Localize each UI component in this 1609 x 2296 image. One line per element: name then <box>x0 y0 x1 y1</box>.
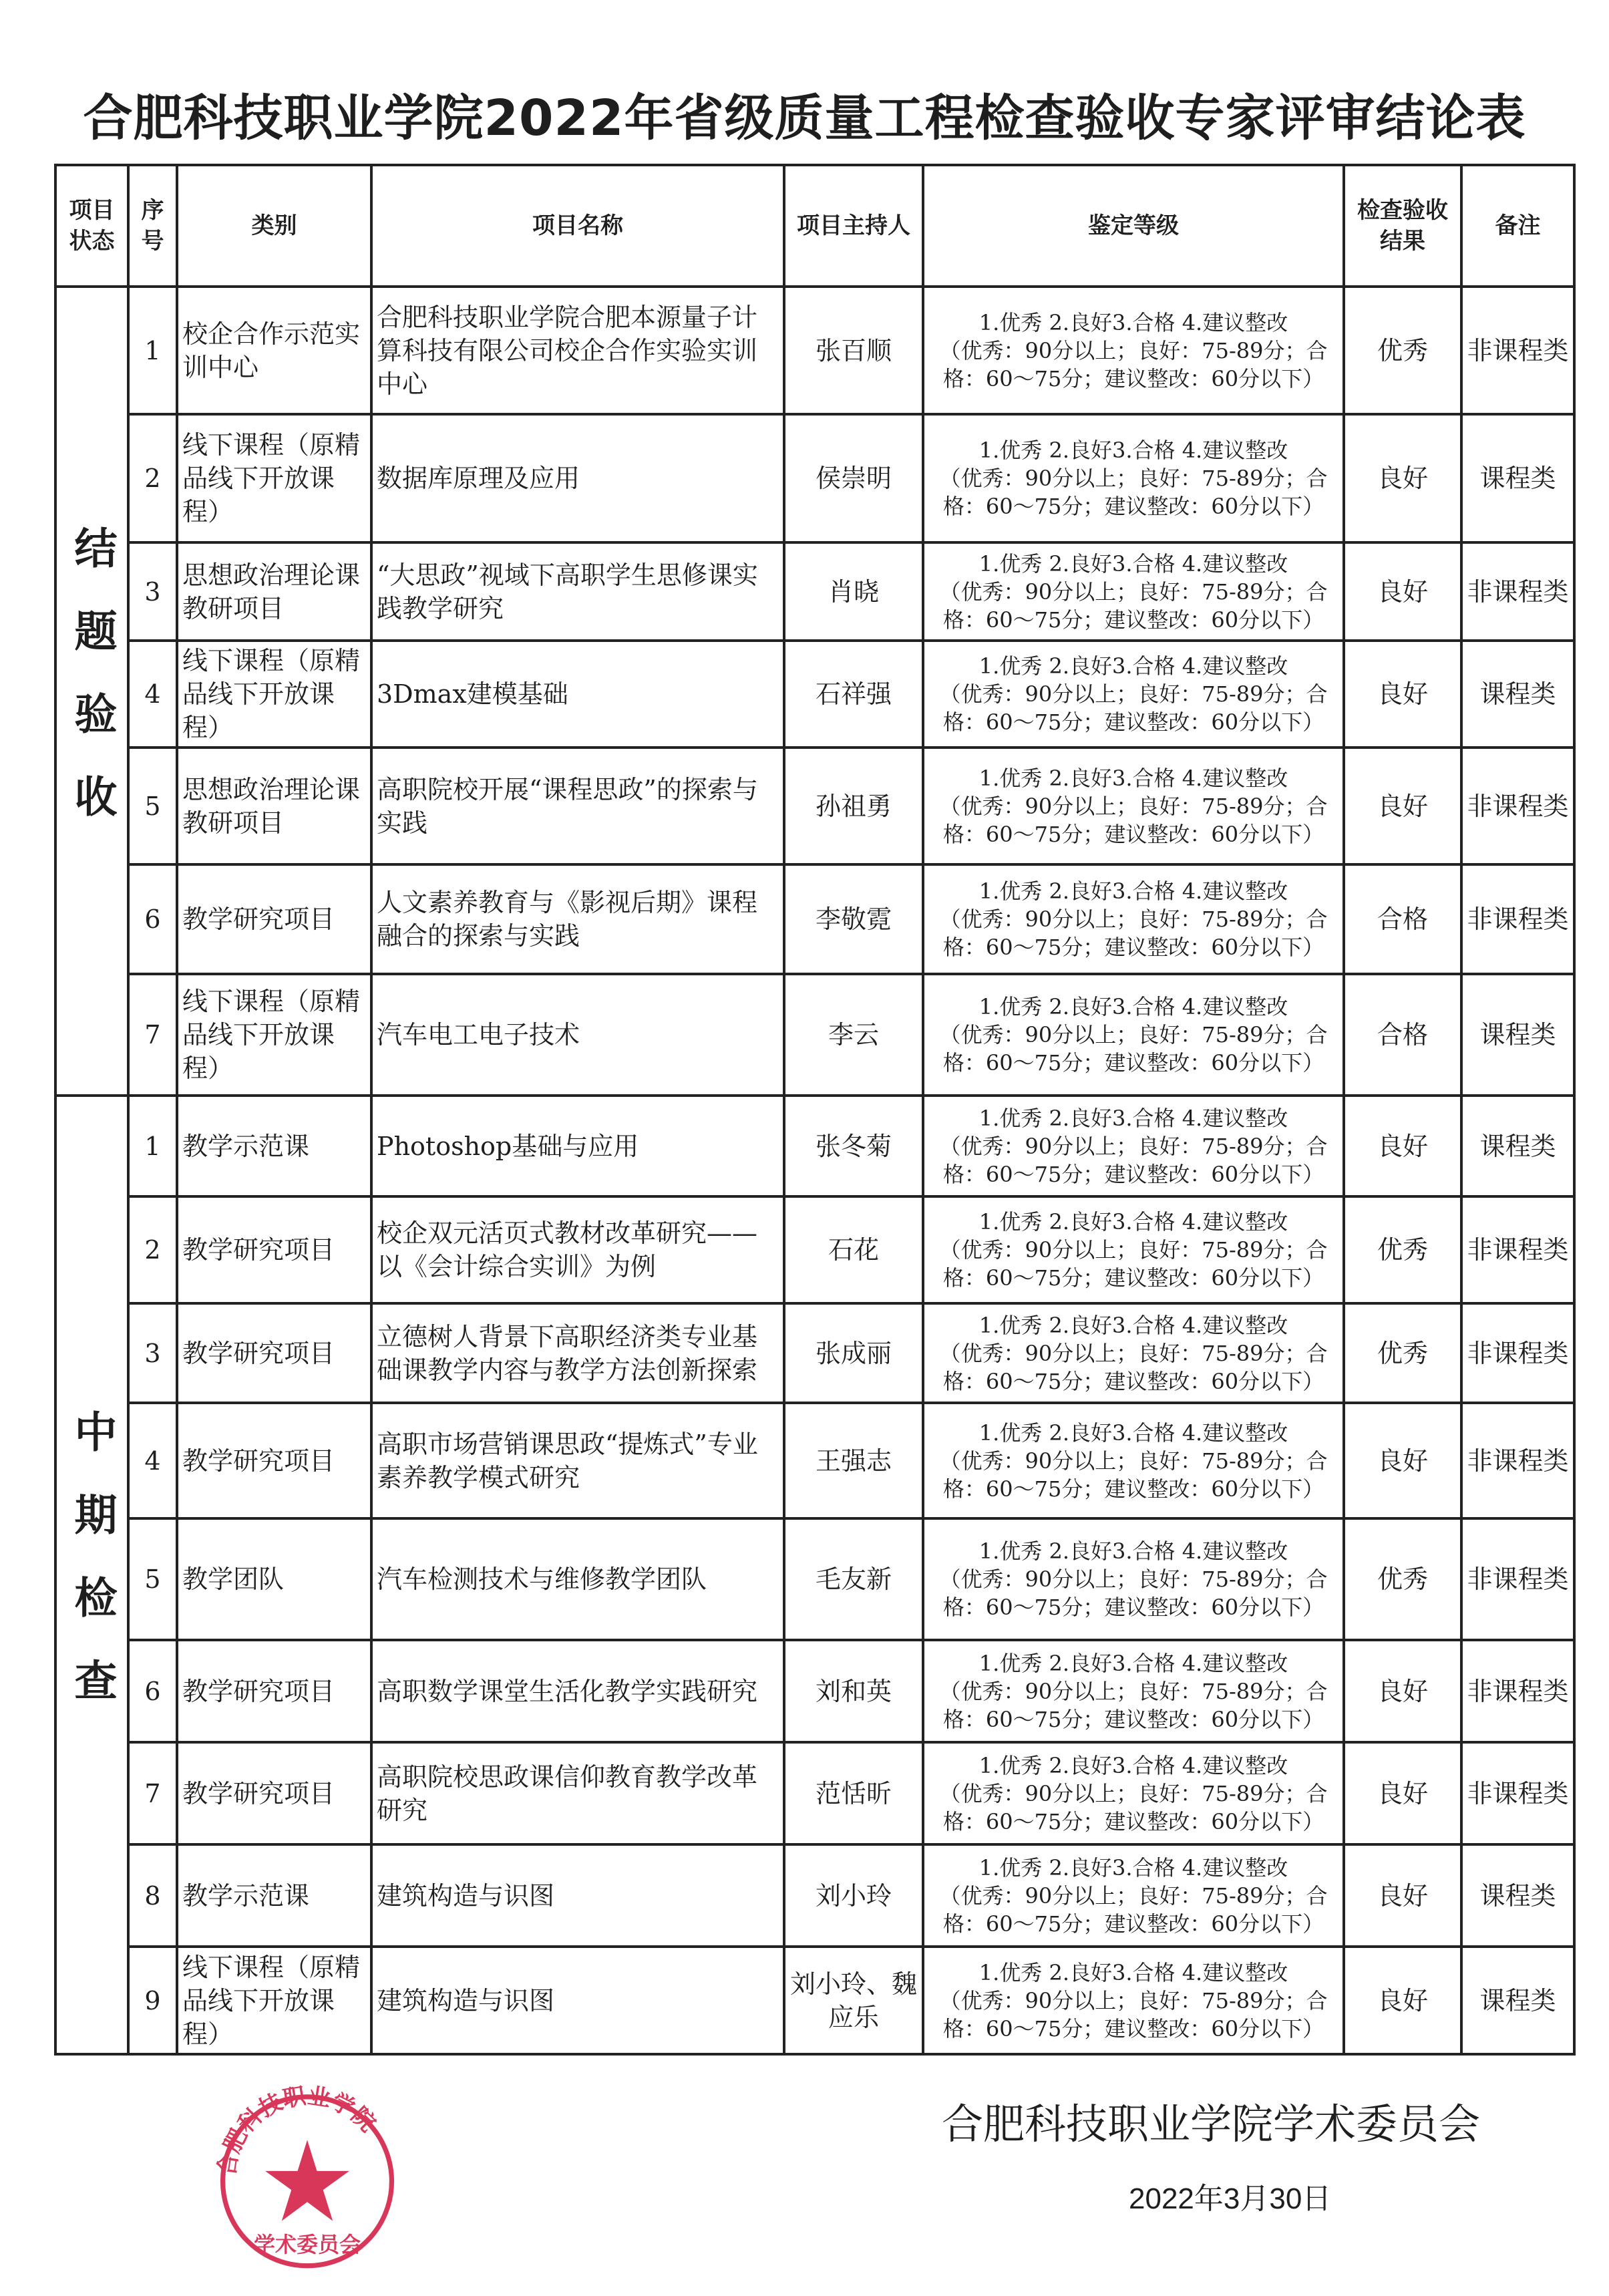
header-status: 项目状态 <box>55 165 128 287</box>
row-no: 5 <box>128 1518 177 1640</box>
grade-scale-line: （优秀：90分以上；良好：75-89分；合 <box>939 1882 1328 1909</box>
row-category: 教学示范课 <box>177 1096 371 1196</box>
grade-scale-line: （优秀：90分以上；良好：75-89分；合 <box>939 579 1328 605</box>
grade-scale-line: 1.优秀 2.良好3.合格 4.建议整改 <box>978 1538 1288 1564</box>
row-note: 课程类 <box>1461 1844 1574 1947</box>
row-project-name: 人文素养教育与《影视后期》课程融合的探索与实践 <box>371 864 784 974</box>
row-grade-scale <box>923 542 1344 641</box>
row-no: 4 <box>128 1403 177 1518</box>
row-project-name: “大思政”视域下高职学生思修课实践教学研究 <box>371 542 784 641</box>
grade-scale-line: 1.优秀 2.良好3.合格 4.建议整改 <box>978 309 1288 335</box>
grade-scale-line: 1.优秀 2.良好3.合格 4.建议整改 <box>978 653 1288 679</box>
row-grade-scale <box>923 974 1344 1096</box>
row-result: 良好 <box>1344 748 1461 864</box>
grade-scale-line: 格：60～75分；建议整改：60分以下） <box>942 821 1324 847</box>
header-category: 类别 <box>177 165 371 287</box>
row-host: 刘小玲、魏应乐 <box>784 1947 923 2054</box>
committee-signature: 合肥科技职业学院学术委员会 <box>942 2100 1481 2148</box>
grade-scale-line: 1.优秀 2.良好3.合格 4.建议整改 <box>978 765 1288 791</box>
grade-scale-line: 格：60～75分；建议整改：60分以下） <box>942 2015 1324 2041</box>
grade-scale-line: 1.优秀 2.良好3.合格 4.建议整改 <box>978 1105 1288 1131</box>
grade-scale-line: 1.优秀 2.良好3.合格 4.建议整改 <box>978 438 1288 463</box>
grade-scale-line: 1.优秀 2.良好3.合格 4.建议整改 <box>978 1752 1288 1778</box>
table-row <box>55 1196 1574 1303</box>
row-category: 线下课程（原精品线下开放课程） <box>177 414 371 542</box>
header-host: 项目主持人 <box>784 165 923 287</box>
row-result: 良好 <box>1344 1096 1461 1196</box>
document-title: 合肥科技职业学院2022年省级质量工程检查验收专家评审结论表 <box>83 90 1526 147</box>
row-category: 校企合作示范实训中心 <box>177 287 371 414</box>
row-grade-scale <box>923 414 1344 542</box>
row-host: 孙祖勇 <box>784 748 923 864</box>
svg-text:学术委员会: 学术委员会 <box>253 2232 361 2258</box>
grade-scale-line: 1.优秀 2.良好3.合格 4.建议整改 <box>978 1209 1288 1235</box>
row-project-name: 建筑构造与识图 <box>371 1947 784 2054</box>
row-result: 优秀 <box>1344 1303 1461 1403</box>
row-note: 非课程类 <box>1461 542 1574 641</box>
row-project-name: 3Dmax建模基础 <box>371 641 784 748</box>
table-row <box>55 1303 1574 1403</box>
row-project-name: 高职市场营销课思政“提炼式”专业素养教学模式研究 <box>371 1403 784 1518</box>
table-row <box>55 864 1574 974</box>
header-result: 检查验收结果 <box>1344 165 1461 287</box>
row-grade-scale <box>923 287 1344 414</box>
row-host: 刘小玲 <box>784 1844 923 1947</box>
row-category: 教学研究项目 <box>177 1742 371 1844</box>
row-category: 教学研究项目 <box>177 1196 371 1303</box>
row-result: 良好 <box>1344 1947 1461 2054</box>
row-grade-scale <box>923 641 1344 748</box>
grade-scale-line: （优秀：90分以上；良好：75-89分；合 <box>939 1237 1328 1263</box>
grade-scale-line: 格：60～75分；建议整改：60分以下） <box>942 1050 1324 1076</box>
grade-scale-line: 格：60～75分；建议整改：60分以下） <box>942 607 1324 633</box>
row-grade-scale <box>923 748 1344 864</box>
table-row <box>55 1096 1574 1196</box>
row-no: 1 <box>128 287 177 414</box>
grade-scale-line: 格：60～75分；建议整改：60分以下） <box>942 1368 1324 1394</box>
row-project-name: 高职院校开展“课程思政”的探索与实践 <box>371 748 784 864</box>
grade-scale-line: 1.优秀 2.良好3.合格 4.建议整改 <box>978 1650 1288 1676</box>
grade-scale-line: 格：60～75分；建议整改：60分以下） <box>942 1595 1324 1620</box>
row-note: 非课程类 <box>1461 1742 1574 1844</box>
row-note: 课程类 <box>1461 641 1574 748</box>
row-note: 非课程类 <box>1461 1518 1574 1640</box>
row-no: 3 <box>128 542 177 641</box>
row-category: 教学研究项目 <box>177 864 371 974</box>
row-project-name: 数据库原理及应用 <box>371 414 784 542</box>
grade-scale-line: 格：60～75分；建议整改：60分以下） <box>942 1911 1324 1937</box>
row-category: 思想政治理论课教研项目 <box>177 748 371 864</box>
row-no: 2 <box>128 414 177 542</box>
table-row <box>55 974 1574 1096</box>
row-result: 良好 <box>1344 1640 1461 1742</box>
grade-scale-line: 格：60～75分；建议整改：60分以下） <box>942 1476 1324 1502</box>
row-note: 非课程类 <box>1461 748 1574 864</box>
row-grade-scale <box>923 1196 1344 1303</box>
row-grade-scale <box>923 1096 1344 1196</box>
row-note: 非课程类 <box>1461 1303 1574 1403</box>
status-cell <box>55 287 128 1096</box>
row-project-name: Photoshop基础与应用 <box>371 1096 784 1196</box>
row-result: 良好 <box>1344 1403 1461 1518</box>
grade-scale-line: 1.优秀 2.良好3.合格 4.建议整改 <box>978 1312 1288 1338</box>
row-result: 良好 <box>1344 1742 1461 1844</box>
row-project-name: 汽车检测技术与维修教学团队 <box>371 1518 784 1640</box>
star-icon <box>265 2140 349 2221</box>
table-row <box>55 542 1574 641</box>
header-no: 序号 <box>128 165 177 287</box>
row-result: 良好 <box>1344 542 1461 641</box>
grade-scale-line: （优秀：90分以上；良好：75-89分；合 <box>939 337 1328 363</box>
row-category: 思想政治理论课教研项目 <box>177 542 371 641</box>
row-project-name: 高职数学课堂生活化教学实践研究 <box>371 1640 784 1742</box>
row-no: 4 <box>128 641 177 748</box>
status-label: 结题验收 <box>67 525 117 857</box>
row-grade-scale <box>923 1640 1344 1742</box>
row-grade-scale <box>923 1403 1344 1518</box>
row-result: 优秀 <box>1344 287 1461 414</box>
row-grade-scale <box>923 1742 1344 1844</box>
grade-scale-line: （优秀：90分以上；良好：75-89分；合 <box>939 681 1328 707</box>
row-category: 教学研究项目 <box>177 1640 371 1742</box>
official-seal <box>200 2068 414 2281</box>
grade-scale-line: 格：60～75分；建议整改：60分以下） <box>942 365 1324 391</box>
grade-scale-line: 1.优秀 2.良好3.合格 4.建议整改 <box>978 550 1288 577</box>
row-note: 非课程类 <box>1461 1640 1574 1742</box>
row-project-name: 高职院校思政课信仰教育教学改革研究 <box>371 1742 784 1844</box>
row-project-name: 立德树人背景下高职经济类专业基础课教学内容与教学方法创新探索 <box>371 1303 784 1403</box>
row-note: 非课程类 <box>1461 1196 1574 1303</box>
row-note: 课程类 <box>1461 414 1574 542</box>
row-no: 8 <box>128 1844 177 1947</box>
grade-scale-line: （优秀：90分以上；良好：75-89分；合 <box>939 1987 1328 2013</box>
table-row <box>55 641 1574 748</box>
row-host: 刘和英 <box>784 1640 923 1742</box>
table-row <box>55 1844 1574 1947</box>
status-cell <box>55 1096 128 2054</box>
row-host: 王强志 <box>784 1403 923 1518</box>
grade-scale-line: 格：60～75分；建议整改：60分以下） <box>942 494 1324 519</box>
table-row <box>55 1947 1574 2054</box>
row-note: 非课程类 <box>1461 1403 1574 1518</box>
row-no: 6 <box>128 864 177 974</box>
row-host: 李敬霓 <box>784 864 923 974</box>
row-category: 线下课程（原精品线下开放课程） <box>177 1947 371 2054</box>
row-grade-scale <box>923 864 1344 974</box>
row-grade-scale <box>923 1844 1344 1947</box>
header-grade: 鉴定等级 <box>923 165 1344 287</box>
grade-scale-line: 1.优秀 2.良好3.合格 4.建议整改 <box>978 878 1288 904</box>
row-host: 石祥强 <box>784 641 923 748</box>
row-no: 7 <box>128 1742 177 1844</box>
row-host: 张成丽 <box>784 1303 923 1403</box>
grade-scale-line: 格：60～75分；建议整改：60分以下） <box>942 1265 1324 1291</box>
row-note: 非课程类 <box>1461 864 1574 974</box>
row-grade-scale <box>923 1518 1344 1640</box>
grade-scale-line: 1.优秀 2.良好3.合格 4.建议整改 <box>978 1854 1288 1880</box>
grade-scale-line: （优秀：90分以上；良好：75-89分；合 <box>939 1780 1328 1806</box>
row-host: 张冬菊 <box>784 1096 923 1196</box>
row-host: 李云 <box>784 974 923 1096</box>
header-note: 备注 <box>1461 165 1574 287</box>
table-row <box>55 414 1574 542</box>
row-result: 良好 <box>1344 641 1461 748</box>
row-no: 9 <box>128 1947 177 2054</box>
row-category: 线下课程（原精品线下开放课程） <box>177 641 371 748</box>
row-category: 线下课程（原精品线下开放课程） <box>177 974 371 1096</box>
row-host: 肖晓 <box>784 542 923 641</box>
row-note: 课程类 <box>1461 974 1574 1096</box>
grade-scale-line: （优秀：90分以上；良好：75-89分；合 <box>939 1022 1328 1047</box>
row-category: 教学示范课 <box>177 1844 371 1947</box>
row-project-name: 校企双元活页式教材改革研究——以《会计综合实训》为例 <box>371 1196 784 1303</box>
row-result: 合格 <box>1344 864 1461 974</box>
row-project-name: 合肥科技职业学院合肥本源量子计算科技有限公司校企合作实验实训中心 <box>371 287 784 414</box>
row-result: 合格 <box>1344 974 1461 1096</box>
status-label: 中期检查 <box>67 1409 117 1741</box>
table-row <box>55 1640 1574 1742</box>
row-host: 毛友新 <box>784 1518 923 1640</box>
grade-scale-line: （优秀：90分以上；良好：75-89分；合 <box>939 1340 1328 1366</box>
table-row <box>55 1518 1574 1640</box>
table-row <box>55 1403 1574 1518</box>
row-no: 7 <box>128 974 177 1096</box>
row-host: 石花 <box>784 1196 923 1303</box>
table-row <box>55 748 1574 864</box>
row-host: 侯崇明 <box>784 414 923 542</box>
grade-scale-line: （优秀：90分以上；良好：75-89分；合 <box>939 1448 1328 1474</box>
table-row <box>55 287 1574 414</box>
row-grade-scale <box>923 1303 1344 1403</box>
review-table <box>54 164 1576 2056</box>
grade-scale-line: 格：60～75分；建议整改：60分以下） <box>942 1808 1324 1834</box>
grade-scale-line: 1.优秀 2.良好3.合格 4.建议整改 <box>978 1959 1288 1985</box>
grade-scale-line: 格：60～75分；建议整改：60分以下） <box>942 1161 1324 1187</box>
grade-scale-line: （优秀：90分以上；良好：75-89分；合 <box>939 1133 1328 1159</box>
row-grade-scale <box>923 1947 1344 2054</box>
grade-scale-line: 格：60～75分；建议整改：60分以下） <box>942 935 1324 960</box>
row-result: 优秀 <box>1344 1196 1461 1303</box>
row-result: 良好 <box>1344 414 1461 542</box>
row-no: 6 <box>128 1640 177 1742</box>
grade-scale-line: 格：60～75分；建议整改：60分以下） <box>942 709 1324 735</box>
row-project-name: 汽车电工电子技术 <box>371 974 784 1096</box>
row-no: 1 <box>128 1096 177 1196</box>
table-row <box>55 1742 1574 1844</box>
row-note: 非课程类 <box>1461 287 1574 414</box>
row-no: 2 <box>128 1196 177 1303</box>
header-name: 项目名称 <box>371 165 784 287</box>
grade-scale-line: （优秀：90分以上；良好：75-89分；合 <box>939 1678 1328 1704</box>
row-project-name: 建筑构造与识图 <box>371 1844 784 1947</box>
grade-scale-line: （优秀：90分以上；良好：75-89分；合 <box>939 907 1328 932</box>
row-category: 教学研究项目 <box>177 1403 371 1518</box>
row-note: 课程类 <box>1461 1096 1574 1196</box>
row-category: 教学团队 <box>177 1518 371 1640</box>
header-row <box>55 165 1574 287</box>
grade-scale-line: （优秀：90分以上；良好：75-89分；合 <box>939 1567 1328 1592</box>
grade-scale-line: 格：60～75分；建议整改：60分以下） <box>942 1706 1324 1732</box>
row-category: 教学研究项目 <box>177 1303 371 1403</box>
row-result: 良好 <box>1344 1844 1461 1947</box>
row-no: 3 <box>128 1303 177 1403</box>
row-host: 范恬昕 <box>784 1742 923 1844</box>
grade-scale-line: （优秀：90分以上；良好：75-89分；合 <box>939 793 1328 819</box>
row-host: 张百顺 <box>784 287 923 414</box>
grade-scale-line: 1.优秀 2.良好3.合格 4.建议整改 <box>978 1420 1288 1446</box>
row-note: 课程类 <box>1461 1947 1574 2054</box>
row-result: 优秀 <box>1344 1518 1461 1640</box>
signature-date: 2022年3月30日 <box>1129 2182 1332 2215</box>
grade-scale-line: 1.优秀 2.良好3.合格 4.建议整改 <box>978 994 1288 1019</box>
row-no: 5 <box>128 748 177 864</box>
svg-text:合肥科技职业学院: 合肥科技职业学院 <box>213 2082 381 2178</box>
grade-scale-line: （优秀：90分以上；良好：75-89分；合 <box>939 466 1328 491</box>
